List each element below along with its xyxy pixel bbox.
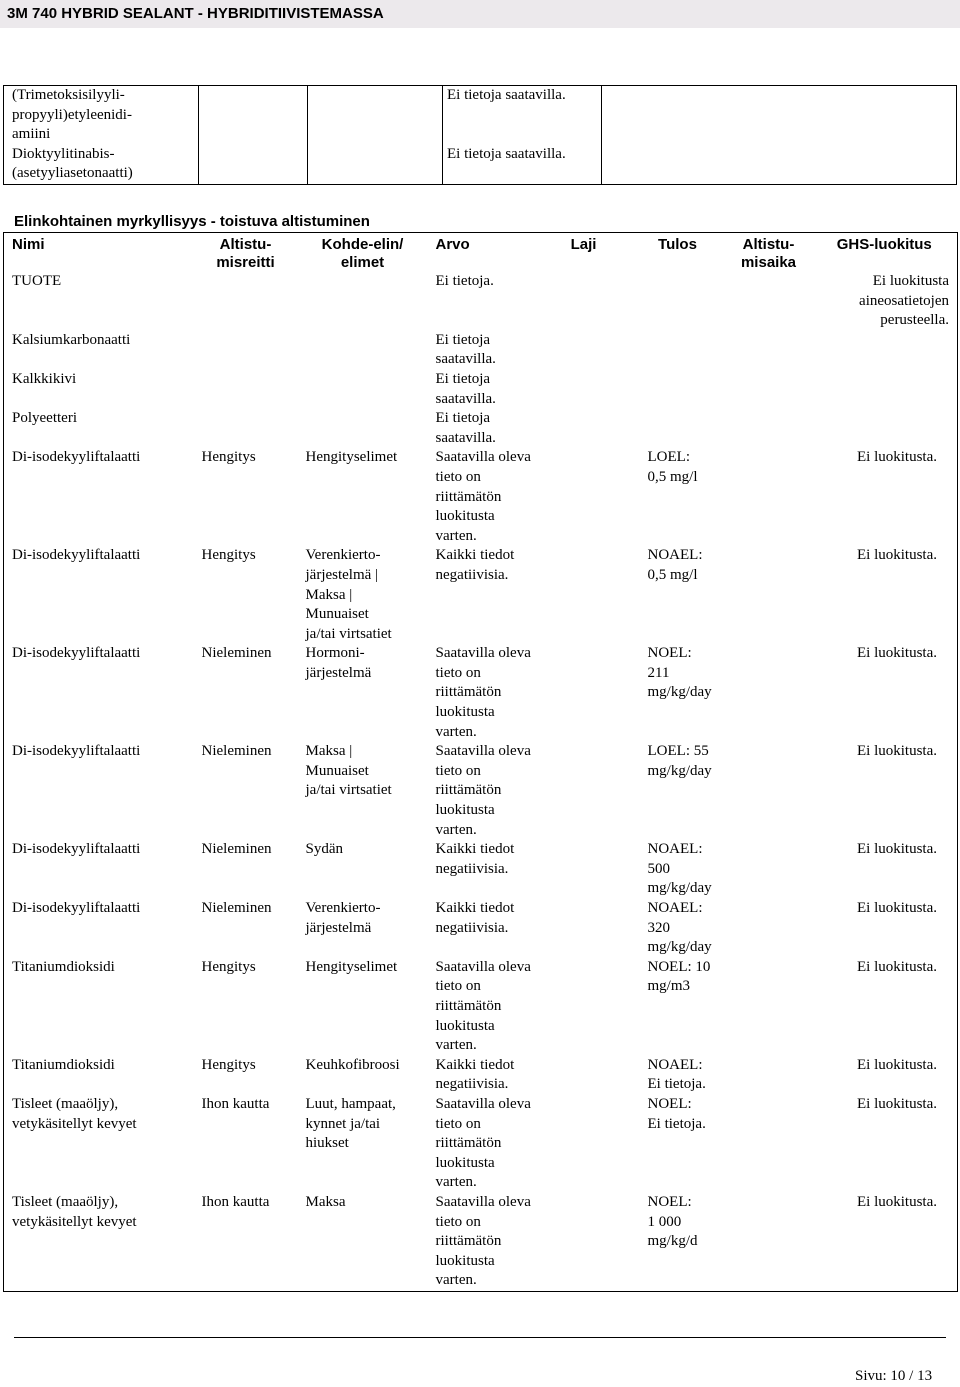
cell-organ: Sydän <box>305 841 343 858</box>
cell-value: Kaikki tiedot negatiivisia. <box>435 1056 515 1093</box>
cell-name: Titaniumdioksidi <box>12 958 115 975</box>
cell-ghs <box>812 409 958 448</box>
section-title: Elinkohtainen myrkyllisyys - toistuva altistuminen <box>14 213 370 230</box>
cell-result: NOEL: 1 000 mg/kg/d <box>647 1193 698 1250</box>
cell-species <box>538 409 630 448</box>
cell-result: NOEL: 10 mg/m3 <box>647 958 711 995</box>
cell-c2 <box>199 145 308 185</box>
page-number: Sivu: 10 / 13 <box>855 1368 933 1384</box>
cell-route <box>194 272 298 331</box>
cell-organ <box>298 370 428 409</box>
cell-route: Hengitys <box>201 958 256 975</box>
cell-route: Hengitys <box>201 449 256 466</box>
cell-organ <box>298 409 428 448</box>
cell-ghs: Ei luokitusta. <box>857 449 937 466</box>
cell-ghs: Ei luokitusta. <box>857 743 937 760</box>
cell-ghs: Ei luokitusta. <box>857 645 937 662</box>
table-row <box>4 644 958 742</box>
cell-value: Saatavilla oleva tieto on riittämätön luokitusta varten. <box>435 1095 531 1191</box>
cell-species <box>538 1095 630 1193</box>
cell-species <box>538 546 630 644</box>
cell-organ: Hengityselimet <box>305 449 398 466</box>
cell-result: LOEL: 55 mg/kg/day <box>647 743 712 779</box>
cell-c2 <box>199 86 308 145</box>
cell-time <box>726 370 812 409</box>
cell-name: Dioktyylitinabis- (asetyyliasetonaatti) <box>4 145 199 185</box>
cell-c3 <box>308 86 443 145</box>
table-row <box>4 409 958 448</box>
table-row <box>4 840 958 899</box>
cell-route: Nieleminen <box>201 645 272 662</box>
cell-empty <box>602 86 957 145</box>
table-row <box>4 145 957 185</box>
cell-ghs <box>812 331 958 370</box>
cell-species <box>538 644 630 742</box>
cell-result <box>630 272 726 331</box>
column-header: GHS-luokitus <box>836 236 932 253</box>
table-row <box>4 546 958 644</box>
cell-result <box>630 409 726 448</box>
cell-value: Saatavilla oleva tieto on riittämätön luokitusta varten. <box>435 743 531 838</box>
cell-name: Titaniumdioksidi <box>12 1056 115 1073</box>
cell-ghs: Ei luokitusta. <box>857 1193 937 1210</box>
cell-species <box>538 899 630 958</box>
cell-value: Saatavilla oleva tieto on riittämätön luokitusta varten. <box>435 958 531 1054</box>
cell-name: (Trimetoksisilyyli- propyyli)etyleenidi- amiini <box>4 86 199 145</box>
cell-result: NOEL: Ei tietoja. <box>647 1095 706 1132</box>
cell-ghs: Ei luokitusta. <box>857 841 937 858</box>
cell-ghs: Ei luokitusta. <box>857 1056 937 1073</box>
cell-organ <box>298 331 428 370</box>
document-header <box>0 0 960 28</box>
cell-species <box>538 742 630 840</box>
table-row <box>4 1056 958 1095</box>
table-row <box>4 448 958 546</box>
cell-species <box>538 448 630 546</box>
cell-result <box>630 331 726 370</box>
repeated-exposure-table <box>3 232 958 1292</box>
column-header: Altistu- misaika <box>740 236 797 271</box>
cell-ghs: Ei luokitusta. <box>857 1095 937 1112</box>
cell-result: NOAEL: Ei tietoja. <box>647 1056 706 1093</box>
cell-species <box>538 1056 630 1095</box>
column-header: Nimi <box>12 236 45 253</box>
cell-name: Di-isodekyyliftalaatti <box>12 900 141 916</box>
cell-route: Ihon kautta <box>201 1193 270 1210</box>
cell-ghs <box>812 370 958 409</box>
cell-time <box>726 840 812 899</box>
table-row <box>4 1095 958 1193</box>
cell-name: Tisleet (maaöljy), vetykäsitellyt kevyet <box>12 1193 137 1230</box>
cell-value: Saatavilla oleva tieto on riittämätön luokitusta varten. <box>435 1193 531 1289</box>
cell-result: NOAEL: 0,5 mg/l <box>647 547 703 583</box>
cell-route <box>194 331 298 370</box>
document-title: 3M 740 HYBRID SEALANT - HYBRIDITIIVISTEMASSA <box>7 5 384 22</box>
cell-value: Ei tietoja saatavilla. <box>443 86 602 145</box>
cell-route: Hengitys <box>201 1056 256 1073</box>
cell-ghs: Ei luokitusta. <box>857 958 937 975</box>
cell-organ: Maksa <box>305 1193 346 1210</box>
cell-species <box>538 272 630 331</box>
cell-time <box>726 1056 812 1095</box>
cell-organ: Verenkierto- järjestelmä | Maksa | Munuaiset ja/tai virtsatiet <box>305 547 392 642</box>
cell-result: NOEL: 211 mg/kg/day <box>647 645 712 701</box>
cell-result: NOAEL: 320 mg/kg/day <box>647 900 712 956</box>
cell-organ: Hormoni- järjestelmä <box>305 645 372 681</box>
cell-route <box>194 409 298 448</box>
table-row <box>4 370 958 409</box>
cell-organ: Verenkierto- järjestelmä <box>305 900 381 936</box>
footer-divider <box>14 1337 946 1338</box>
cell-route: Nieleminen <box>201 841 272 858</box>
cell-value: Kaikki tiedot negatiivisia. <box>435 841 515 877</box>
cell-route: Nieleminen <box>201 743 272 760</box>
cell-name: Di-isodekyyliftalaatti <box>12 645 141 662</box>
cell-species <box>538 840 630 899</box>
cell-organ: Hengityselimet <box>305 958 398 975</box>
cell-value: Saatavilla oleva tieto on riittämätön luokitusta varten. <box>435 645 531 740</box>
cell-organ: Keuhkofibroosi <box>305 1056 400 1073</box>
cell-name: Tisleet (maaöljy), vetykäsitellyt kevyet <box>12 1095 137 1132</box>
cell-route: Hengitys <box>201 547 256 564</box>
cell-time <box>726 742 812 840</box>
cell-organ <box>298 272 428 331</box>
cell-empty <box>602 145 957 185</box>
cell-value: Ei tietoja. <box>435 273 494 289</box>
cell-name: Di-isodekyyliftalaatti <box>12 547 141 564</box>
table-row <box>4 272 958 331</box>
column-header: Laji <box>570 236 597 253</box>
cell-name: TUOTE <box>12 273 62 289</box>
table-row <box>4 331 958 370</box>
table-row <box>4 1193 958 1291</box>
cell-result <box>630 370 726 409</box>
column-header: Kohde-elin/ elimet <box>321 236 404 271</box>
cell-species <box>538 331 630 370</box>
cell-route <box>194 370 298 409</box>
column-header: Arvo <box>435 236 470 253</box>
cell-result: LOEL: 0,5 mg/l <box>647 449 698 485</box>
cell-route: Nieleminen <box>201 900 272 916</box>
cell-time <box>726 409 812 448</box>
table-row <box>4 742 958 840</box>
table-row <box>4 86 957 145</box>
cell-value: Kaikki tiedot negatiivisia. <box>435 900 515 936</box>
cell-name: Di-isodekyyliftalaatti <box>12 841 141 858</box>
cell-time <box>726 331 812 370</box>
cell-time <box>726 448 812 546</box>
cell-species <box>538 370 630 409</box>
cell-value: Saatavilla oleva tieto on riittämätön luokitusta varten. <box>435 449 531 544</box>
table-row <box>4 899 958 958</box>
cell-name: Polyeetteri <box>12 410 77 427</box>
cell-name: Di-isodekyyliftalaatti <box>12 449 141 466</box>
cell-value: Ei tietoja saatavilla. <box>435 331 496 368</box>
cell-ghs: Ei luokitusta. <box>857 900 937 916</box>
cell-value: Ei tietoja saatavilla. <box>435 410 496 446</box>
table-header-row <box>4 233 958 273</box>
cell-time <box>726 958 812 1056</box>
cell-organ: Maksa | Munuaiset ja/tai virtsatiet <box>305 743 392 799</box>
cell-value: Kaikki tiedot negatiivisia. <box>435 547 515 583</box>
cell-name: Kalsiumkarbonaatti <box>12 331 131 348</box>
cell-c3 <box>308 145 443 185</box>
cell-value: Ei tietoja saatavilla. <box>435 370 496 407</box>
table-row <box>4 958 958 1056</box>
cell-species <box>538 958 630 1056</box>
cell-time <box>726 1193 812 1291</box>
cell-time <box>726 644 812 742</box>
cell-species <box>538 1193 630 1291</box>
cell-name: Di-isodekyyliftalaatti <box>12 743 141 760</box>
top-table <box>3 85 957 185</box>
cell-organ: Luut, hampaat, kynnet ja/tai hiukset <box>305 1095 396 1152</box>
cell-time <box>726 899 812 958</box>
cell-ghs: Ei luokitusta aineosatietojen perusteella. <box>859 273 949 329</box>
column-header: Tulos <box>658 236 697 253</box>
cell-value: Ei tietoja saatavilla. <box>443 145 602 185</box>
cell-ghs: Ei luokitusta. <box>857 547 937 564</box>
column-header: Altistu- misreitti <box>216 236 275 271</box>
cell-name: Kalkkikivi <box>12 370 77 387</box>
cell-time <box>726 1095 812 1193</box>
cell-time <box>726 272 812 331</box>
cell-route: Ihon kautta <box>201 1095 270 1112</box>
cell-result: NOAEL: 500 mg/kg/day <box>647 841 712 897</box>
cell-time <box>726 546 812 644</box>
